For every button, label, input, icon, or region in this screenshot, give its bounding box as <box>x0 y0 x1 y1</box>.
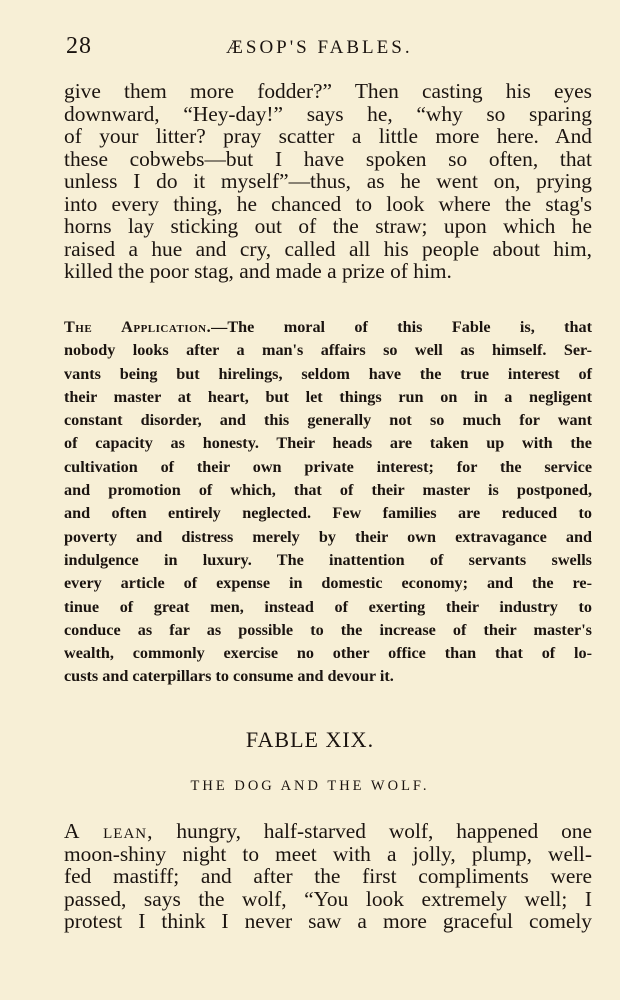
text-line: indulgence in luxury. The inattention of servants swells <box>64 550 592 569</box>
page-number: 28 <box>66 33 92 59</box>
fable-text <box>64 820 592 933</box>
text-line: these cobwebs—but I have spoken so often, that <box>64 146 592 171</box>
text-line: conduce as far as possible to the increase of their master's <box>64 620 592 639</box>
text-line: and promotion of which, that of their master is postponed, <box>64 481 592 500</box>
text-line: of capacity as honesty. Their heads are taken up with the <box>64 434 592 453</box>
text-line: poverty and distress merely by their own extravagance and <box>64 527 592 546</box>
fable-title: THE DOG AND THE WOLF. <box>190 778 430 794</box>
text-line: passed, says the wolf, “You look extremely well; I <box>64 886 592 911</box>
text-line: and often entirely neglected. Few families are reduced to <box>64 504 592 523</box>
text-line: cultivation of their own private interest; for the service <box>64 457 592 476</box>
text-line: fed mastiff; and after the first compliments were <box>64 864 592 889</box>
text-line: horns lay sticking out of the straw; upon which he <box>64 214 592 238</box>
text-line: downward, “Hey-day!” says he, “why so sparing <box>64 101 592 126</box>
text-line: every article of expense in domestic economy; and the re- <box>64 574 592 593</box>
application-first-line <box>64 316 592 339</box>
text-line: unless I do it myself”—thus, as he went on, prying <box>64 169 592 193</box>
application-paragraph <box>64 316 592 689</box>
fable-first-line-text: hungry, half-starved wolf, happened one <box>153 819 592 843</box>
text-line: vants being but hirelings, seldom have the true interest of <box>64 364 592 383</box>
fable-lead-word: A lean, <box>64 819 154 843</box>
text-line: killed the poor stag, and made a prize of him. <box>64 259 452 283</box>
fable-first-line <box>64 820 592 843</box>
text-line: their master at heart, but let things run on in a negligent <box>64 387 592 406</box>
text-line: nobody looks after a man's affairs so well as himself. Ser- <box>64 341 592 360</box>
text-line: constant disorder, and this generally not so much for want <box>64 411 592 430</box>
fable-heading: FABLE XIX. <box>245 727 375 752</box>
text-line: into every thing, he chanced to look where the stag's <box>64 191 592 216</box>
text-line: tinue of great men, instead of exerting their industry to <box>64 597 592 616</box>
page-header <box>66 33 596 63</box>
running-head: ÆSOP'S FABLES. <box>226 37 413 58</box>
text-line: give them more fodder?” Then casting his eyes <box>64 79 592 103</box>
text-line: protest I think I never saw a more graceful comely <box>64 909 592 934</box>
text-line: custs and caterpillars to consume and devour it. <box>64 667 394 686</box>
application-label: The Application. <box>64 318 212 336</box>
application-first-line-text: —The moral of this Fable is, that <box>211 318 592 336</box>
text-line: of your litter? pray scatter a little more here. And <box>64 124 592 148</box>
fable-continuation-text <box>64 80 592 283</box>
text-line: moon-shiny night to meet with a jolly, plump, well- <box>64 841 592 866</box>
text-line: raised a hue and cry, called all his people about him, <box>64 236 592 261</box>
text-line: wealth, commonly exercise no other office than that of lo- <box>64 644 592 663</box>
